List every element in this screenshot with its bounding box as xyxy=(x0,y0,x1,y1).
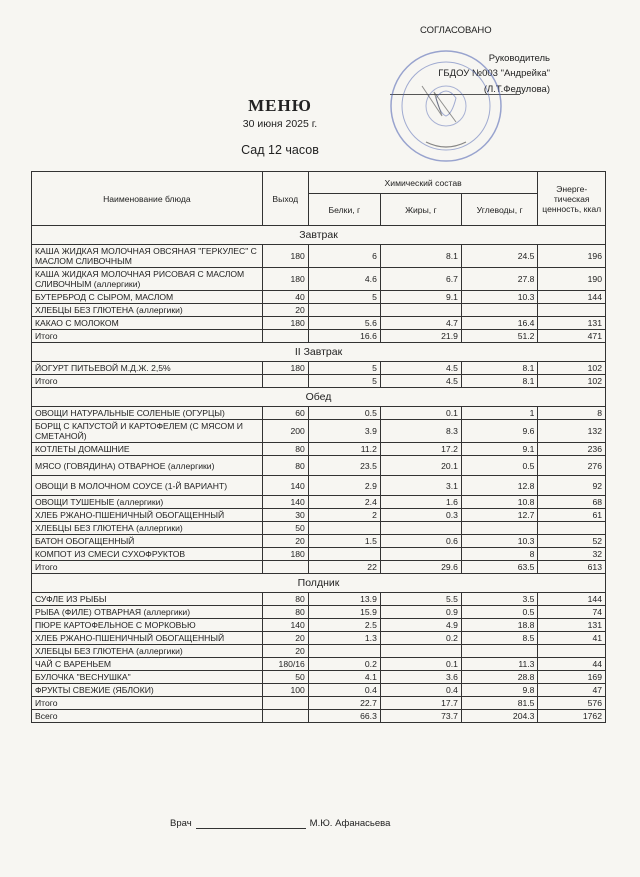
grand-total-energy: 1762 xyxy=(538,710,606,723)
total-fat: 17.7 xyxy=(380,697,461,710)
dish-protein: 3.9 xyxy=(308,420,380,443)
dish-yield: 80 xyxy=(262,443,308,456)
section-total-row xyxy=(32,375,606,388)
dish-fat: 0.1 xyxy=(380,658,461,671)
dish-energy: 32 xyxy=(538,548,606,561)
dish-yield: 180 xyxy=(262,268,308,291)
table-row xyxy=(32,407,606,420)
dish-name: ХЛЕБЦЫ БЕЗ ГЛЮТЕНА (аллергики) xyxy=(32,645,263,658)
dish-carb: 18.8 xyxy=(461,619,538,632)
dish-protein: 4.1 xyxy=(308,671,380,684)
dish-protein: 2.4 xyxy=(308,496,380,509)
dish-yield: 140 xyxy=(262,476,308,496)
dish-fat: 4.7 xyxy=(380,317,461,330)
dish-name: ХЛЕБЦЫ БЕЗ ГЛЮТЕНА (аллергики) xyxy=(32,522,263,535)
table-row xyxy=(32,496,606,509)
dish-carb: 8.1 xyxy=(461,362,538,375)
dish-name: БУТЕРБРОД С СЫРОМ, МАСЛОМ xyxy=(32,291,263,304)
dish-carb: 10.3 xyxy=(461,535,538,548)
grand-total-label: Всего xyxy=(32,710,263,723)
dish-carb: 27.8 xyxy=(461,268,538,291)
dish-protein: 13.9 xyxy=(308,593,380,606)
dish-name: СУФЛЕ ИЗ РЫБЫ xyxy=(32,593,263,606)
dish-energy: 169 xyxy=(538,671,606,684)
dish-protein xyxy=(308,645,380,658)
total-energy: 102 xyxy=(538,375,606,388)
dish-carb: 10.3 xyxy=(461,291,538,304)
section-header xyxy=(32,343,606,362)
dish-fat: 3.6 xyxy=(380,671,461,684)
dish-fat: 0.4 xyxy=(380,684,461,697)
dish-protein: 4.6 xyxy=(308,268,380,291)
dish-name: КАША ЖИДКАЯ МОЛОЧНАЯ РИСОВАЯ С МАСЛОМ СЛИВОЧНЫМ (аллергики) xyxy=(32,268,263,291)
dish-energy xyxy=(538,645,606,658)
dish-name: ХЛЕБ РЖАНО-ПШЕНИЧНЫЙ ОБОГАЩЕННЫЙ xyxy=(32,509,263,522)
section-title: Обед xyxy=(32,388,606,407)
dish-carb: 9.6 xyxy=(461,420,538,443)
dish-carb: 3.5 xyxy=(461,593,538,606)
dish-energy: 47 xyxy=(538,684,606,697)
table-row xyxy=(32,684,606,697)
dish-fat: 8.3 xyxy=(380,420,461,443)
grand-total-carb: 204.3 xyxy=(461,710,538,723)
dish-name: ПЮРЕ КАРТОФЕЛЬНОЕ С МОРКОВЬЮ xyxy=(32,619,263,632)
dish-energy: 196 xyxy=(538,245,606,268)
total-energy: 613 xyxy=(538,561,606,574)
dish-energy: 74 xyxy=(538,606,606,619)
column-header-name: Наименование блюда xyxy=(32,172,263,226)
dish-carb: 12.7 xyxy=(461,509,538,522)
dish-energy: 131 xyxy=(538,317,606,330)
dish-fat: 17.2 xyxy=(380,443,461,456)
column-header-energy: Энерге-тическая ценность, ккал xyxy=(538,172,606,226)
dish-yield: 60 xyxy=(262,407,308,420)
dish-carb: 10.8 xyxy=(461,496,538,509)
table-row xyxy=(32,619,606,632)
dish-yield: 20 xyxy=(262,304,308,317)
dish-name: КАКАО С МОЛОКОМ xyxy=(32,317,263,330)
dish-yield: 100 xyxy=(262,684,308,697)
dish-protein: 2 xyxy=(308,509,380,522)
dish-energy: 8 xyxy=(538,407,606,420)
dish-name: КОТЛЕТЫ ДОМАШНИЕ xyxy=(32,443,263,456)
dish-energy: 276 xyxy=(538,456,606,476)
dish-fat: 9.1 xyxy=(380,291,461,304)
dish-energy: 144 xyxy=(538,593,606,606)
total-carb: 8.1 xyxy=(461,375,538,388)
dish-carb: 24.5 xyxy=(461,245,538,268)
dish-fat: 4.5 xyxy=(380,362,461,375)
dish-name: ХЛЕБЦЫ БЕЗ ГЛЮТЕНА (аллергики) xyxy=(32,304,263,317)
page-title: МЕНЮ xyxy=(248,96,312,115)
table-row xyxy=(32,317,606,330)
dish-protein: 0.4 xyxy=(308,684,380,697)
section-header xyxy=(32,226,606,245)
grand-total-protein: 66.3 xyxy=(308,710,380,723)
section-header xyxy=(32,574,606,593)
dish-name: ЙОГУРТ ПИТЬЕВОЙ М.Д.Ж. 2,5% xyxy=(32,362,263,375)
dish-energy: 52 xyxy=(538,535,606,548)
approval-position: Руководитель xyxy=(488,53,550,64)
dish-yield: 80 xyxy=(262,593,308,606)
column-header-fat: Жиры, г xyxy=(380,194,461,226)
doctor-label: Врач xyxy=(170,818,192,829)
total-protein: 16.6 xyxy=(308,330,380,343)
dish-carb: 1 xyxy=(461,407,538,420)
dish-energy: 92 xyxy=(538,476,606,496)
dish-protein: 11.2 xyxy=(308,443,380,456)
dish-name: БУЛОЧКА "ВЕСНУШКА" xyxy=(32,671,263,684)
dish-yield: 80 xyxy=(262,456,308,476)
signature-line xyxy=(196,828,306,829)
total-label: Итого xyxy=(32,375,263,388)
menu-table xyxy=(31,171,606,723)
doctor-name: М.Ю. Афанасьева xyxy=(309,818,391,829)
total-yield-empty xyxy=(262,330,308,343)
dish-carb: 16.4 xyxy=(461,317,538,330)
column-header-protein: Белки, г xyxy=(308,194,380,226)
dish-protein xyxy=(308,548,380,561)
total-carb: 63.5 xyxy=(461,561,538,574)
column-header-chem: Химический состав xyxy=(308,172,538,194)
dish-carb xyxy=(461,304,538,317)
dish-carb: 0.5 xyxy=(461,606,538,619)
section-title: II Завтрак xyxy=(32,343,606,362)
dish-name: РЫБА (ФИЛЕ) ОТВАРНАЯ (аллергики) xyxy=(32,606,263,619)
total-label: Итого xyxy=(32,697,263,710)
dish-carb xyxy=(461,522,538,535)
dish-protein: 0.2 xyxy=(308,658,380,671)
table-row xyxy=(32,658,606,671)
dish-name: ЧАЙ С ВАРЕНЬЕМ xyxy=(32,658,263,671)
approval-organization: ГБДОУ №003 "Андрейка" xyxy=(438,68,550,79)
dish-yield: 30 xyxy=(262,509,308,522)
dish-fat xyxy=(380,304,461,317)
dish-fat: 0.2 xyxy=(380,632,461,645)
section-total-row xyxy=(32,697,606,710)
dish-energy: 132 xyxy=(538,420,606,443)
column-header-carb: Углеводы, г xyxy=(461,194,538,226)
dish-yield: 180 xyxy=(262,317,308,330)
dish-carb: 8 xyxy=(461,548,538,561)
dish-yield: 180/16 xyxy=(262,658,308,671)
dish-fat: 6.7 xyxy=(380,268,461,291)
total-protein: 5 xyxy=(308,375,380,388)
dish-yield: 20 xyxy=(262,632,308,645)
table-row xyxy=(32,593,606,606)
dish-energy: 144 xyxy=(538,291,606,304)
dish-protein: 0.5 xyxy=(308,407,380,420)
dish-carb: 9.8 xyxy=(461,684,538,697)
dish-fat: 0.3 xyxy=(380,509,461,522)
dish-protein xyxy=(308,304,380,317)
total-yield-empty xyxy=(262,697,308,710)
dish-name: БАТОН ОБОГАЩЕННЫЙ xyxy=(32,535,263,548)
dish-name: ОВОЩИ В МОЛОЧНОМ СОУСЕ (1-Й ВАРИАНТ) xyxy=(32,476,263,496)
dish-fat: 5.5 xyxy=(380,593,461,606)
total-carb: 81.5 xyxy=(461,697,538,710)
dish-protein: 15.9 xyxy=(308,606,380,619)
dish-yield: 140 xyxy=(262,619,308,632)
table-row xyxy=(32,671,606,684)
dish-energy xyxy=(538,522,606,535)
dish-energy: 190 xyxy=(538,268,606,291)
table-row xyxy=(32,632,606,645)
dish-carb: 0.5 xyxy=(461,456,538,476)
section-total-row xyxy=(32,330,606,343)
total-label: Итого xyxy=(32,561,263,574)
dish-protein xyxy=(308,522,380,535)
grand-total-fat: 73.7 xyxy=(380,710,461,723)
total-energy: 471 xyxy=(538,330,606,343)
dish-name: МЯСО (ГОВЯДИНА) ОТВАРНОЕ (аллергики) xyxy=(32,456,263,476)
table-row xyxy=(32,606,606,619)
dish-yield: 50 xyxy=(262,522,308,535)
dish-protein: 2.9 xyxy=(308,476,380,496)
dish-fat: 4.9 xyxy=(380,619,461,632)
table-row xyxy=(32,304,606,317)
table-row xyxy=(32,522,606,535)
section-title: Завтрак xyxy=(32,226,606,245)
total-protein: 22 xyxy=(308,561,380,574)
table-row xyxy=(32,476,606,496)
dish-yield: 50 xyxy=(262,671,308,684)
menu-date: 30 июня 2025 г. xyxy=(242,118,318,130)
dish-carb: 9.1 xyxy=(461,443,538,456)
dish-yield: 140 xyxy=(262,496,308,509)
dish-yield: 180 xyxy=(262,245,308,268)
dish-fat: 20.1 xyxy=(380,456,461,476)
total-energy: 576 xyxy=(538,697,606,710)
dish-fat xyxy=(380,548,461,561)
table-row xyxy=(32,362,606,375)
total-fat: 21.9 xyxy=(380,330,461,343)
dish-yield: 200 xyxy=(262,420,308,443)
dish-carb: 8.5 xyxy=(461,632,538,645)
dish-energy: 61 xyxy=(538,509,606,522)
dish-protein: 1.5 xyxy=(308,535,380,548)
dish-protein: 6 xyxy=(308,245,380,268)
table-row xyxy=(32,535,606,548)
dish-carb xyxy=(461,645,538,658)
total-fat: 4.5 xyxy=(380,375,461,388)
dish-name: КАША ЖИДКАЯ МОЛОЧНАЯ ОВСЯНАЯ "ГЕРКУЛЕС" С МАСЛОМ СЛИВОЧНЫМ xyxy=(32,245,263,268)
dish-fat: 8.1 xyxy=(380,245,461,268)
dish-name: ХЛЕБ РЖАНО-ПШЕНИЧНЫЙ ОБОГАЩЕННЫЙ xyxy=(32,632,263,645)
dish-protein: 23.5 xyxy=(308,456,380,476)
dish-energy: 41 xyxy=(538,632,606,645)
total-yield-empty xyxy=(262,375,308,388)
grand-total-yield-empty xyxy=(262,710,308,723)
section-header xyxy=(32,388,606,407)
dish-fat: 0.9 xyxy=(380,606,461,619)
doctor-signature xyxy=(170,818,390,829)
dish-fat xyxy=(380,522,461,535)
dish-protein: 5.6 xyxy=(308,317,380,330)
section-total-row xyxy=(32,561,606,574)
total-yield-empty xyxy=(262,561,308,574)
dish-protein: 5 xyxy=(308,362,380,375)
table-row xyxy=(32,443,606,456)
dish-energy xyxy=(538,304,606,317)
approval-heading: СОГЛАСОВАНО xyxy=(420,25,492,36)
table-row xyxy=(32,268,606,291)
dish-fat: 0.6 xyxy=(380,535,461,548)
dish-energy: 131 xyxy=(538,619,606,632)
dish-carb: 28.8 xyxy=(461,671,538,684)
dish-yield: 180 xyxy=(262,362,308,375)
dish-carb: 11.3 xyxy=(461,658,538,671)
table-row xyxy=(32,245,606,268)
dish-yield: 80 xyxy=(262,606,308,619)
dish-yield: 180 xyxy=(262,548,308,561)
dish-fat: 0.1 xyxy=(380,407,461,420)
grand-total-row xyxy=(32,710,606,723)
table-row xyxy=(32,456,606,476)
dish-name: ОВОЩИ ТУШЕНЫЕ (аллергики) xyxy=(32,496,263,509)
total-label: Итого xyxy=(32,330,263,343)
dish-energy: 68 xyxy=(538,496,606,509)
dish-fat xyxy=(380,645,461,658)
table-row xyxy=(32,420,606,443)
dish-energy: 236 xyxy=(538,443,606,456)
dish-fat: 1.6 xyxy=(380,496,461,509)
dish-yield: 20 xyxy=(262,535,308,548)
table-row xyxy=(32,291,606,304)
dish-name: ФРУКТЫ СВЕЖИЕ (ЯБЛОКИ) xyxy=(32,684,263,697)
column-header-yield: Выход xyxy=(262,172,308,226)
dish-protein: 1.3 xyxy=(308,632,380,645)
dish-energy: 102 xyxy=(538,362,606,375)
section-title: Полдник xyxy=(32,574,606,593)
total-fat: 29.6 xyxy=(380,561,461,574)
dish-protein: 5 xyxy=(308,291,380,304)
dish-carb: 12.8 xyxy=(461,476,538,496)
approval-signatory: (Л.Т.Федулова) xyxy=(483,84,550,95)
table-row xyxy=(32,645,606,658)
dish-name: ОВОЩИ НАТУРАЛЬНЫЕ СОЛЕНЫЕ (ОГУРЦЫ) xyxy=(32,407,263,420)
table-row xyxy=(32,548,606,561)
dish-fat: 3.1 xyxy=(380,476,461,496)
total-carb: 51.2 xyxy=(461,330,538,343)
dish-energy: 44 xyxy=(538,658,606,671)
table-row xyxy=(32,509,606,522)
dish-yield: 20 xyxy=(262,645,308,658)
dish-name: КОМПОТ ИЗ СМЕСИ СУХОФРУКТОВ xyxy=(32,548,263,561)
dish-protein: 2.5 xyxy=(308,619,380,632)
total-protein: 22.7 xyxy=(308,697,380,710)
menu-group: Сад 12 часов xyxy=(241,143,319,157)
dish-yield: 40 xyxy=(262,291,308,304)
dish-name: БОРЩ С КАПУСТОЙ И КАРТОФЕЛЕМ (С МЯСОМ И СМЕТАНОЙ) xyxy=(32,420,263,443)
